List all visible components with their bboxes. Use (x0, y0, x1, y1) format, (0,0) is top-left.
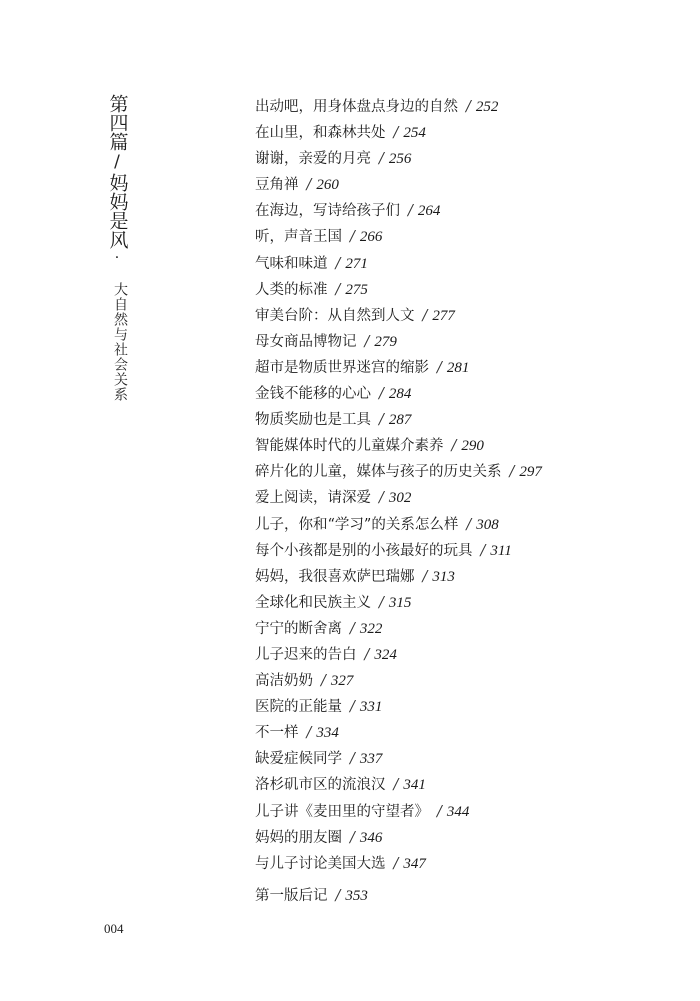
toc-entry[interactable] (255, 251, 542, 277)
toc-entry-page: 308 (476, 516, 499, 533)
table-of-contents (255, 94, 542, 909)
toc-entry-page: 315 (388, 594, 412, 611)
toc-entry[interactable] (255, 746, 542, 772)
toc-entry-title: 碎片化的儿童，媒体与孩子的历史关系 (255, 464, 502, 481)
toc-entry-title: 谢谢，亲爱的月亮 (255, 151, 371, 168)
toc-entry-title: 出动吧，用身体盘点身边的自然 (255, 99, 458, 115)
toc-entry-title: 缺爱症候同学 (255, 751, 342, 768)
toc-entry-page: 353 (345, 887, 368, 904)
toc-entry[interactable] (255, 355, 542, 381)
toc-entry-separator: / (364, 333, 370, 350)
toc-entry-title: 智能媒体时代的儿童媒介素养 (255, 438, 444, 455)
toc-entry-page: 260 (316, 177, 339, 194)
toc-entry-page: 252 (475, 99, 499, 115)
toc-entry[interactable] (255, 303, 542, 329)
toc-entry-separator: / (350, 229, 355, 246)
toc-entry-page: 344 (446, 803, 470, 820)
toc-entry-page: 341 (403, 777, 426, 794)
toc-entry-separator: / (379, 490, 384, 507)
toc-entry-page: 346 (359, 829, 383, 846)
toc-entry[interactable] (255, 94, 542, 120)
toc-entry[interactable] (255, 224, 542, 250)
toc-entry-title: 爱上阅读，请深爱 (255, 490, 371, 507)
toc-entry[interactable] (255, 198, 542, 224)
toc-entry-page: 275 (345, 281, 368, 298)
page-number: 004 (104, 921, 124, 936)
toc-entry-title: 儿子，你和“学习”的关系怎么样 (255, 516, 459, 533)
toc-entry-title: 妈妈的朋友圈 (255, 829, 342, 846)
toc-entry-title: 第一版后记 (255, 887, 328, 904)
toc-entry-title: 洛杉矶市区的流浪汉 (255, 777, 386, 794)
toc-entry-separator: / (350, 751, 355, 768)
toc-entry-title: 豆角禅 (255, 177, 299, 194)
toc-entry-separator: / (437, 803, 442, 820)
toc-entry-page: 266 (359, 229, 383, 246)
toc-entry[interactable] (255, 329, 542, 355)
toc-entry-title: 物质奖励也是工具 (255, 412, 371, 429)
toc-entry[interactable] (255, 459, 542, 485)
toc-entry-title: 人类的标准 (255, 281, 328, 298)
toc-entry-separator: / (480, 542, 486, 559)
toc-entry-page: 279 (374, 333, 397, 350)
section-number: 第四篇 (106, 94, 129, 151)
toc-entry-title: 妈妈，我很喜欢萨巴瑞娜 (255, 568, 415, 585)
toc-entry-page: 347 (403, 855, 426, 872)
toc-entry-separator: / (379, 412, 384, 429)
toc-entry-separator: / (335, 255, 341, 272)
toc-entry-separator: / (350, 699, 355, 716)
toc-entry[interactable] (255, 538, 542, 564)
toc-entry[interactable] (255, 883, 542, 909)
toc-entry[interactable] (255, 590, 542, 616)
section-subtitle: 大自然与社会关系 (112, 282, 128, 402)
toc-entry-separator: / (422, 568, 428, 585)
toc-entry-title: 医院的正能量 (255, 699, 342, 716)
toc-entry-separator: / (393, 855, 399, 872)
toc-entry-separator: / (350, 620, 355, 637)
toc-entry-title: 与儿子讨论美国大选 (255, 855, 386, 872)
toc-entry[interactable] (255, 277, 542, 303)
toc-entry-separator: / (451, 438, 457, 455)
toc-entry[interactable] (255, 512, 542, 538)
toc-entry-page: 337 (359, 751, 383, 768)
toc-entry-separator: / (321, 673, 326, 690)
toc-entry-page: 311 (490, 542, 512, 559)
section-dot: · (114, 250, 120, 266)
toc-entry-separator: / (379, 594, 384, 611)
toc-entry[interactable] (255, 799, 542, 825)
toc-entry-title: 母女商品博物记 (255, 333, 357, 350)
toc-entry-page: 334 (316, 725, 339, 742)
toc-entry-page: 264 (417, 203, 441, 220)
toc-entry-separator: / (393, 777, 399, 794)
toc-entry[interactable] (255, 172, 542, 198)
toc-entry-separator: / (509, 464, 515, 481)
section-separator: / (114, 152, 120, 172)
toc-entry-page: 290 (461, 438, 484, 455)
toc-entry-title: 在海边，写诗给孩子们 (255, 203, 400, 220)
toc-entry-title: 每个小孩都是别的小孩最好的玩具 (255, 542, 473, 559)
toc-entry-title: 金钱不能移的心心 (255, 386, 371, 403)
toc-entry-page: 256 (388, 151, 412, 168)
toc-entry-page: 284 (388, 386, 412, 403)
toc-entry-page: 287 (388, 412, 412, 429)
toc-entry-page: 277 (432, 307, 455, 324)
toc-entry-page: 271 (345, 255, 368, 272)
toc-entry-title: 超市是物质世界迷宫的缩影 (255, 359, 429, 376)
toc-entry[interactable] (255, 694, 542, 720)
toc-entry-separator: / (379, 151, 384, 168)
toc-entry-separator: / (350, 829, 355, 846)
toc-entry-page: 331 (359, 699, 383, 716)
toc-entry[interactable] (255, 720, 542, 746)
toc-entry-separator: / (335, 281, 341, 298)
toc-entry-separator: / (422, 307, 428, 324)
toc-entry[interactable] (255, 381, 542, 407)
toc-entry-title: 高洁奶奶 (255, 673, 313, 690)
toc-entry[interactable] (255, 433, 542, 459)
toc-entry-separator: / (364, 646, 370, 663)
toc-entry-separator: / (437, 359, 442, 376)
section-heading (104, 94, 130, 267)
toc-entry-separator: / (393, 125, 399, 142)
toc-entry-separator: / (306, 725, 312, 742)
toc-entry-page: 281 (446, 359, 470, 376)
toc-entry-page: 313 (432, 568, 455, 585)
toc-entry-page: 322 (359, 620, 383, 637)
toc-entry[interactable] (255, 146, 542, 172)
toc-entry-separator: / (306, 177, 312, 194)
toc-entry-separator: / (466, 99, 471, 115)
toc-entry-title: 不一样 (255, 725, 299, 742)
toc-entry[interactable] (255, 120, 542, 146)
toc-entry-separator: / (379, 386, 384, 403)
toc-entry-page: 327 (330, 673, 354, 690)
toc-entry-title: 全球化和民族主义 (255, 594, 371, 611)
toc-entry-title: 在山里，和森林共处 (255, 125, 386, 142)
toc-entry[interactable] (255, 616, 542, 642)
toc-entry-title: 听，声音王国 (255, 229, 342, 246)
toc-entry[interactable] (255, 642, 542, 668)
toc-entry-title: 宁宁的断舍离 (255, 620, 342, 637)
toc-entry-page: 324 (374, 646, 397, 663)
toc-entry-title: 审美台阶：从自然到人文 (255, 307, 415, 324)
toc-entry[interactable] (255, 485, 542, 511)
toc-entry-title: 儿子迟来的告白 (255, 646, 357, 663)
toc-entry[interactable] (255, 668, 542, 694)
toc-entry-title: 儿子讲《麦田里的守望者》 (255, 803, 429, 820)
toc-entry-separator: / (408, 203, 413, 220)
toc-entry-page: 254 (403, 125, 426, 142)
toc-entry-page: 302 (388, 490, 412, 507)
toc-entry-title: 气味和味道 (255, 255, 328, 272)
toc-entry[interactable] (255, 825, 542, 851)
toc-entry-separator: / (466, 516, 472, 533)
toc-entry-page: 297 (519, 464, 542, 481)
section-title: 妈妈是风 (106, 173, 129, 249)
toc-entry-separator: / (335, 887, 341, 904)
toc-entry[interactable] (255, 772, 542, 798)
toc-entry[interactable] (255, 407, 542, 433)
toc-entry[interactable] (255, 851, 542, 877)
toc-entry[interactable] (255, 564, 542, 590)
